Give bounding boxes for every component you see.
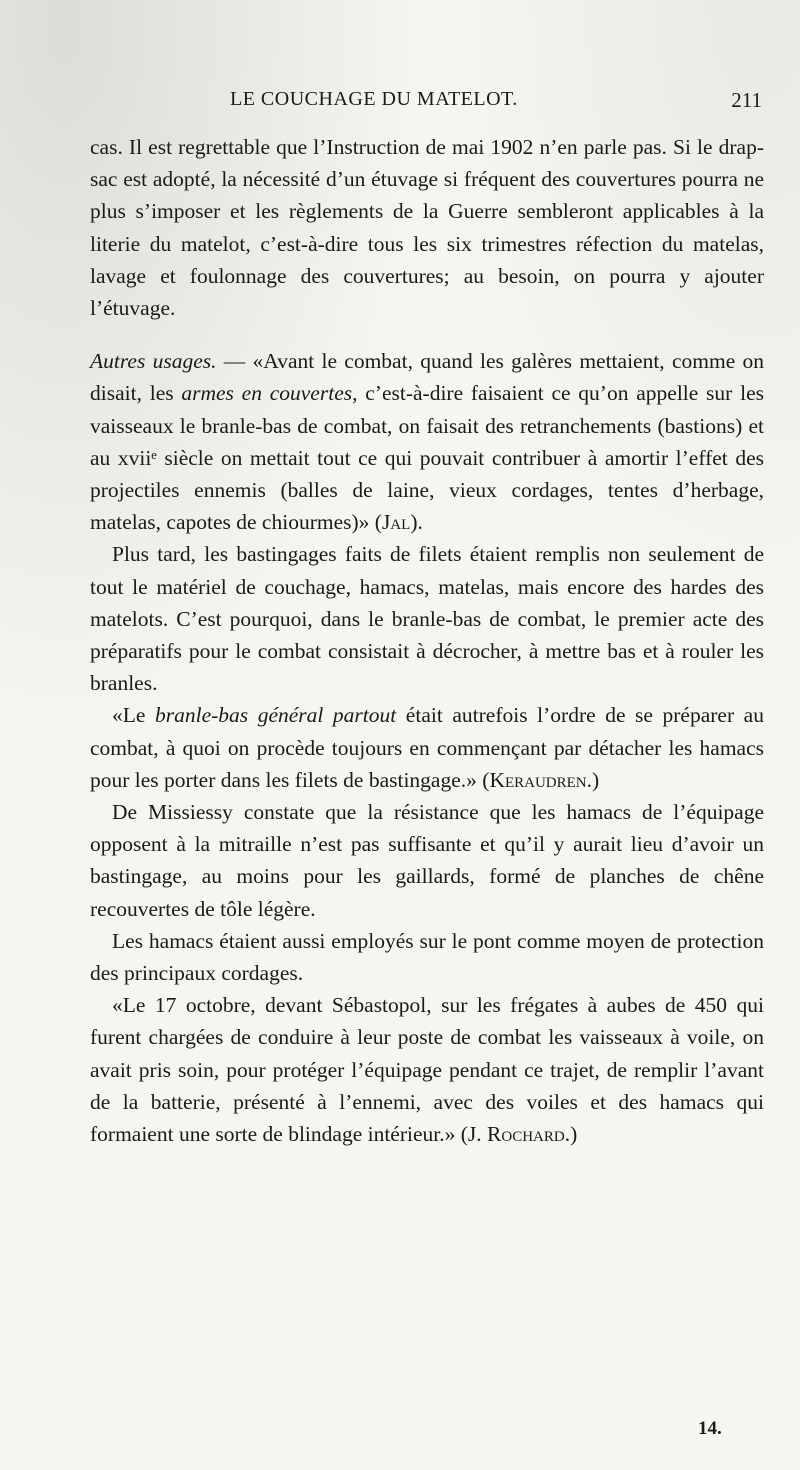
paragraph-autres-usages [90, 345, 764, 538]
paragraph-missiessy [90, 796, 764, 925]
text-segment: — «Avant le combat, quand les galères mettaient, comme on disait, les [90, 349, 764, 406]
text-segment: «Le 17 octobre, devant Sébastopol, sur les frégates à aubes de 450 qui furent chargées de conduire à leur poste de combat les vaisseaux à voile, on avait pris soin, pour protéger l’équipage pendant ce trajet, de remplir l’avant de la batterie, présenté à l’ennemi, avec des voiles et des hamacs qui formaient une sorte de blindage intérieur.» (J. [90, 993, 764, 1147]
text-segment: cas. Il est regrettable que l’Instruction de mai 1902 n’en parle pas. Si le drap-sac est adopté, la nécessité d’un étuvage si fréquent des couvertures pourra ne plus s’imposer et les règlements de la Guerre sembleront applicables à la literie du matelot, c’est-à-dire tous les six trimestres réfection du matelas, lavage et foulonnage des couvertures; au besoin, on pourra y ajouter l’étuvage. [90, 135, 764, 321]
signature-mark: 14. [698, 1418, 722, 1439]
text-segment: était autrefois l’ordre de se préparer au combat, à quoi on procède toujours en commençant par détacher les hamacs pour les porter dans les filets de bastingage.» ( [90, 703, 764, 792]
italic-text: branle-bas général partout [154, 703, 397, 728]
paragraph-keraudren-quote [90, 699, 764, 796]
paragraph-3 [90, 538, 764, 699]
text-segment: Les hamacs étaient aussi employés sur le pont comme moyen de protection des principaux cordages. [90, 928, 764, 986]
text-segment: .) [564, 1122, 578, 1147]
text-segment: De Missiessy constate que la résistance que les hamacs de l’équipage opposent à la mitraille n’est pas suffisante et qu’il y aurait lieu d’avoir un bastingage, au moins pour les gaillards, formé de planches de chêne recouvertes de tôle légère. [90, 800, 764, 921]
text-segment: «Le [112, 703, 155, 728]
page-number: 211 [731, 88, 762, 112]
page-header [90, 88, 762, 118]
body-text [90, 131, 764, 1150]
paragraph-1 [90, 131, 764, 324]
author-citation: Rochard [487, 1122, 565, 1147]
author-citation: Keraudren [489, 767, 587, 792]
text-segment: ). [410, 510, 423, 535]
italic-text: armes en couvertes [181, 381, 353, 406]
text-segment: , c’est-à-dire faisaient ce qu’on appelle sur les vaisseaux le branle-bas de combat, on faisait des retranchements (bastions) et au xviiᵉ siècle on mettait tout ce qui pouvait contribuer à amortir l’effet des projectiles ennemis (balles de laine, vieux cordages, tentes d’herbage, matelas, capotes de chiourmes)» ( [90, 381, 764, 535]
text-segment: Plus tard, les bastingages faits de filets étaient remplis non seulement de tout le matériel de couchage, hamacs, matelas, mais encore des hardes des matelots. C’est pourquoi, dans le branle-bas de combat, le premier acte des préparatifs pour le combat consistait à décrocher, à mettre bas et à rouler les branles. [90, 542, 764, 696]
paragraph-sebastopol-quote [90, 989, 764, 1150]
text-segment: .) [586, 767, 600, 792]
author-citation: Jal [381, 510, 411, 535]
italic-text: Autres usages. [90, 349, 217, 374]
running-title: LE COUCHAGE DU MATELOT. [230, 88, 518, 110]
paragraph-cordages [90, 925, 764, 989]
